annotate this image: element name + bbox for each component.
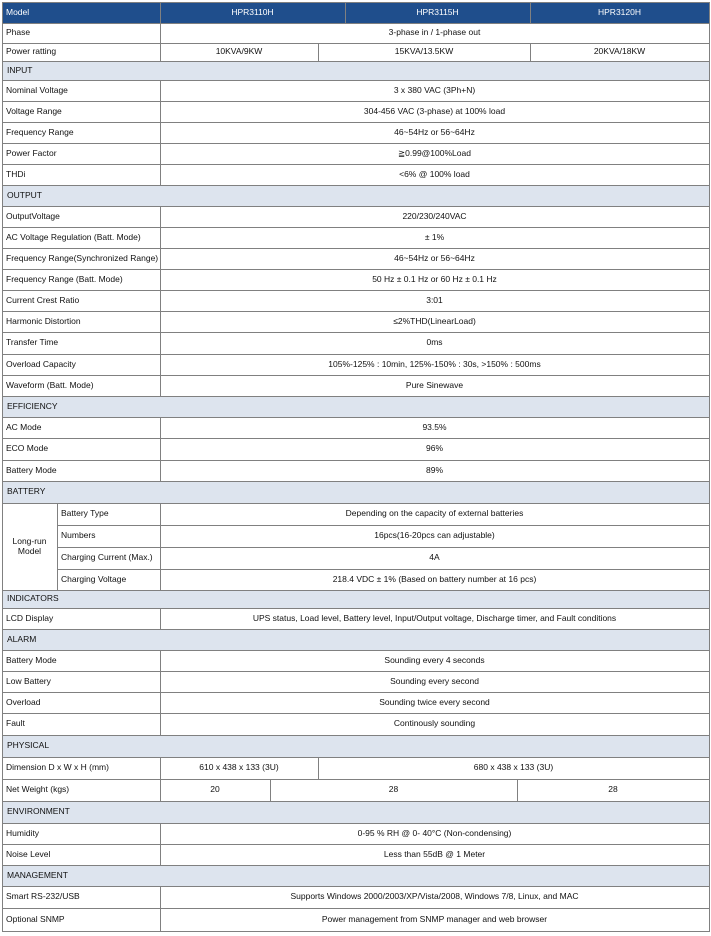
grid-line xyxy=(160,460,161,482)
grid-line xyxy=(2,608,710,609)
battery-charging-current-max-value: 4A xyxy=(429,552,440,563)
management-smart-rs-232-usb-label: Smart RS-232/USB xyxy=(6,891,80,902)
model-header-hpr3120h: HPR3120H xyxy=(530,2,709,23)
grid-line xyxy=(2,311,710,312)
grid-line xyxy=(318,43,319,62)
grid-line xyxy=(2,206,710,207)
alarm-battery-mode-label: Battery Mode xyxy=(6,654,57,665)
grid-line xyxy=(160,375,161,397)
grid-line xyxy=(2,931,710,932)
grid-line xyxy=(2,844,710,845)
output-frequency-range-batt-mode-value: 50 Hz ± 0.1 Hz or 60 Hz ± 0.1 Hz xyxy=(372,273,497,284)
power-rating-label: Power ratting xyxy=(6,46,57,57)
grid-line xyxy=(160,417,161,439)
output-transfer-time-value: 0ms xyxy=(426,337,443,348)
input-power-factor-value: ≧0.99@100%Load xyxy=(398,147,471,158)
grid-line xyxy=(160,438,161,461)
grid-line xyxy=(2,460,710,461)
dimension-label: Dimension D x W x H (mm) xyxy=(6,762,109,773)
input-voltage-range-value: 304-456 VAC (3-phase) at 100% load xyxy=(363,105,506,116)
grid-line xyxy=(160,692,161,714)
grid-line xyxy=(160,206,161,228)
grid-line xyxy=(2,481,710,482)
model-header-hpr3110h: HPR3110H xyxy=(160,2,345,23)
grid-line xyxy=(2,2,710,3)
input-power-factor-label: Power Factor xyxy=(6,147,57,158)
section-input: INPUT xyxy=(2,61,709,80)
grid-line xyxy=(2,438,710,439)
grid-line xyxy=(2,354,710,355)
grid-line xyxy=(160,80,161,102)
grid-line xyxy=(160,2,161,24)
grid-line xyxy=(160,503,161,526)
grid-line xyxy=(2,396,710,397)
grid-line xyxy=(2,503,710,504)
section-management: MANAGEMENT xyxy=(2,865,709,886)
grid-line xyxy=(160,269,161,291)
section-alarm: ALARM xyxy=(2,629,709,650)
grid-line xyxy=(160,757,161,780)
grid-line xyxy=(57,547,710,548)
model-header-hpr3115h: HPR3115H xyxy=(345,2,530,23)
grid-line xyxy=(530,2,531,24)
grid-line xyxy=(160,608,161,630)
alarm-fault-label: Fault xyxy=(6,718,25,729)
grid-line xyxy=(160,332,161,355)
output-outputvoltage-value: 220/230/240VAC xyxy=(402,210,467,221)
environment-noise-level-label: Noise Level xyxy=(6,848,51,859)
battery-battery-type-value: Depending on the capacity of external batteries xyxy=(345,508,524,519)
input-frequency-range-value: 46~54Hz or 56~64Hz xyxy=(394,126,475,137)
input-thdi-value: <6% @ 100% load xyxy=(399,168,470,179)
grid-line xyxy=(2,122,710,123)
section-indicators: INDICATORS xyxy=(2,590,709,608)
section-efficiency: EFFICIENCY xyxy=(2,396,709,417)
grid-line xyxy=(2,650,710,651)
indicators-lcd-display-label: LCD Display xyxy=(6,612,54,623)
grid-line xyxy=(2,143,710,144)
grid-line xyxy=(2,375,710,376)
battery-charging-voltage-label: Charging Voltage xyxy=(61,573,127,584)
battery-numbers-value: 16pcs(16-20pcs can adjustable) xyxy=(374,530,495,541)
grid-line xyxy=(160,779,161,802)
environment-humidity-label: Humidity xyxy=(6,827,40,838)
section-physical: PHYSICAL xyxy=(2,735,709,757)
battery-long-run-model-label: Long-run Model xyxy=(12,535,47,556)
input-frequency-range-label: Frequency Range xyxy=(6,126,74,137)
output-overload-capacity-value: 105%-125% : 10min, 125%-150% : 30s, >150% : 500ms xyxy=(328,358,541,369)
output-frequency-range-synchronized-range-label: Frequency Range(Synchronized Range) xyxy=(6,252,159,263)
net-weight-value-3: 28 xyxy=(608,784,618,795)
dimension-value-1: 610 x 438 x 133 (3U) xyxy=(199,762,279,773)
efficiency-eco-mode-value: 96% xyxy=(425,443,443,454)
model-header-label: Model xyxy=(2,2,160,23)
grid-line xyxy=(2,908,710,909)
battery-battery-type-label: Battery Type xyxy=(61,508,109,519)
efficiency-ac-mode-label: AC Mode xyxy=(6,421,42,432)
grid-line xyxy=(2,671,710,672)
grid-line xyxy=(2,757,710,758)
grid-line xyxy=(2,290,710,291)
grid-line xyxy=(2,692,710,693)
grid-line xyxy=(160,43,161,62)
efficiency-eco-mode-label: ECO Mode xyxy=(6,443,49,454)
section-output: OUTPUT xyxy=(2,185,709,206)
grid-line xyxy=(2,269,710,270)
grid-line xyxy=(57,525,710,526)
net-weight-value-2: 28 xyxy=(388,784,399,795)
grid-line xyxy=(2,80,710,81)
grid-line xyxy=(2,417,710,418)
battery-charging-voltage-value: 218.4 VDC ± 1% (Based on battery number at 16 pcs) xyxy=(332,573,537,584)
grid-line xyxy=(2,43,710,44)
efficiency-ac-mode-value: 93.5% xyxy=(422,421,447,432)
phase-label: Phase xyxy=(6,27,31,38)
grid-line xyxy=(2,164,710,165)
grid-line xyxy=(345,2,346,24)
output-harmonic-distortion-label: Harmonic Distortion xyxy=(6,315,81,326)
grid-line xyxy=(2,185,710,186)
management-smart-rs-232-usb-value: Supports Windows 2000/2003/XP/Vista/2008, Windows 7/8, Linux, and MAC xyxy=(290,891,579,902)
input-nominal-voltage-label: Nominal Voltage xyxy=(6,84,68,95)
grid-line xyxy=(160,823,161,845)
grid-line xyxy=(530,43,531,62)
grid-line xyxy=(160,354,161,376)
grid-line xyxy=(2,801,710,802)
grid-line xyxy=(517,779,518,802)
section-environment: ENVIRONMENT xyxy=(2,801,709,823)
input-nominal-voltage-value: 3 x 380 VAC (3Ph+N) xyxy=(393,84,476,95)
output-ac-voltage-regulation-batt-mode-value: ± 1% xyxy=(424,231,445,242)
net-weight-label: Net Weight (kgs) xyxy=(6,784,70,795)
power-rating-value-3: 20KVA/18KW xyxy=(593,46,646,57)
grid-line xyxy=(2,713,710,714)
grid-line xyxy=(2,823,710,824)
battery-numbers-label: Numbers xyxy=(61,530,96,541)
grid-line xyxy=(160,227,161,249)
output-current-crest-ratio-value: 3:01 xyxy=(426,294,443,305)
battery-charging-current-max-label: Charging Current (Max.) xyxy=(61,552,153,563)
alarm-overload-value: Sounding twice every second xyxy=(379,696,490,707)
dimension-value-2: 680 x 438 x 133 (3U) xyxy=(473,762,554,773)
grid-line xyxy=(160,650,161,672)
alarm-overload-label: Overload xyxy=(6,696,41,707)
output-current-crest-ratio-label: Current Crest Ratio xyxy=(6,294,80,305)
efficiency-battery-mode-label: Battery Mode xyxy=(6,464,57,475)
grid-line xyxy=(2,332,710,333)
grid-line xyxy=(160,101,161,123)
alarm-low-battery-value: Sounding every second xyxy=(390,675,479,686)
output-waveform-batt-mode-label: Waveform (Batt. Mode) xyxy=(6,379,94,390)
indicators-lcd-display-value: UPS status, Load level, Battery level, Input/Output voltage, Discharge timer, and Fault conditions xyxy=(252,612,617,623)
grid-line xyxy=(2,865,710,866)
grid-line xyxy=(2,590,710,591)
grid-line xyxy=(57,503,58,591)
grid-line xyxy=(2,61,710,62)
power-rating-value-2: 15KVA/13.5KW xyxy=(394,46,454,57)
input-thdi-label: THDi xyxy=(6,168,26,179)
grid-line xyxy=(160,525,161,548)
grid-line xyxy=(160,122,161,144)
efficiency-battery-mode-value: 89% xyxy=(425,464,443,475)
grid-line xyxy=(160,311,161,333)
output-harmonic-distortion-value: ≤2%THD(LinearLoad) xyxy=(393,315,476,326)
grid-line xyxy=(2,735,710,736)
environment-noise-level-value: Less than 55dB @ 1 Meter xyxy=(383,848,486,859)
net-weight-value-1: 20 xyxy=(210,784,220,795)
grid-line xyxy=(160,844,161,866)
output-ac-voltage-regulation-batt-mode-label: AC Voltage Regulation (Batt. Mode) xyxy=(6,231,141,242)
alarm-low-battery-label: Low Battery xyxy=(6,675,51,686)
grid-line xyxy=(2,248,710,249)
grid-line xyxy=(160,143,161,165)
grid-line xyxy=(2,101,710,102)
output-transfer-time-label: Transfer Time xyxy=(6,337,59,348)
environment-humidity-value: 0-95 % RH @ 0- 40°C (Non-condensing) xyxy=(357,827,512,838)
management-optional-snmp-label: Optional SNMP xyxy=(6,913,65,924)
input-voltage-range-label: Voltage Range xyxy=(6,105,62,116)
grid-line xyxy=(160,547,161,570)
output-frequency-range-synchronized-range-value: 46~54Hz or 56~64Hz xyxy=(394,252,475,263)
grid-line xyxy=(2,779,710,780)
output-frequency-range-batt-mode-label: Frequency Range (Batt. Mode) xyxy=(6,273,123,284)
grid-line xyxy=(57,569,710,570)
grid-line xyxy=(160,290,161,312)
grid-line xyxy=(160,569,161,591)
grid-line xyxy=(2,23,710,24)
grid-line xyxy=(160,908,161,932)
grid-line xyxy=(318,757,319,780)
alarm-battery-mode-value: Sounding every 4 seconds xyxy=(384,654,485,665)
grid-line xyxy=(2,629,710,630)
grid-line xyxy=(2,227,710,228)
phase-value: 3-phase in / 1-phase out xyxy=(388,27,481,38)
alarm-fault-value: Continously sounding xyxy=(393,718,476,729)
output-outputvoltage-label: OutputVoltage xyxy=(6,210,60,221)
management-optional-snmp-value: Power management from SNMP manager and web browser xyxy=(321,913,548,924)
grid-line xyxy=(160,713,161,736)
grid-line xyxy=(2,2,3,932)
grid-line xyxy=(160,886,161,909)
power-rating-value-1: 10KVA/9KW xyxy=(215,46,263,57)
grid-line xyxy=(160,164,161,186)
section-battery: BATTERY xyxy=(2,481,709,503)
grid-line xyxy=(160,23,161,44)
grid-line xyxy=(2,886,710,887)
grid-line xyxy=(709,2,710,932)
grid-line xyxy=(160,248,161,270)
output-waveform-batt-mode-value: Pure Sinewave xyxy=(405,379,464,390)
grid-line xyxy=(270,779,271,802)
grid-line xyxy=(160,671,161,693)
output-overload-capacity-label: Overload Capacity xyxy=(6,358,76,369)
